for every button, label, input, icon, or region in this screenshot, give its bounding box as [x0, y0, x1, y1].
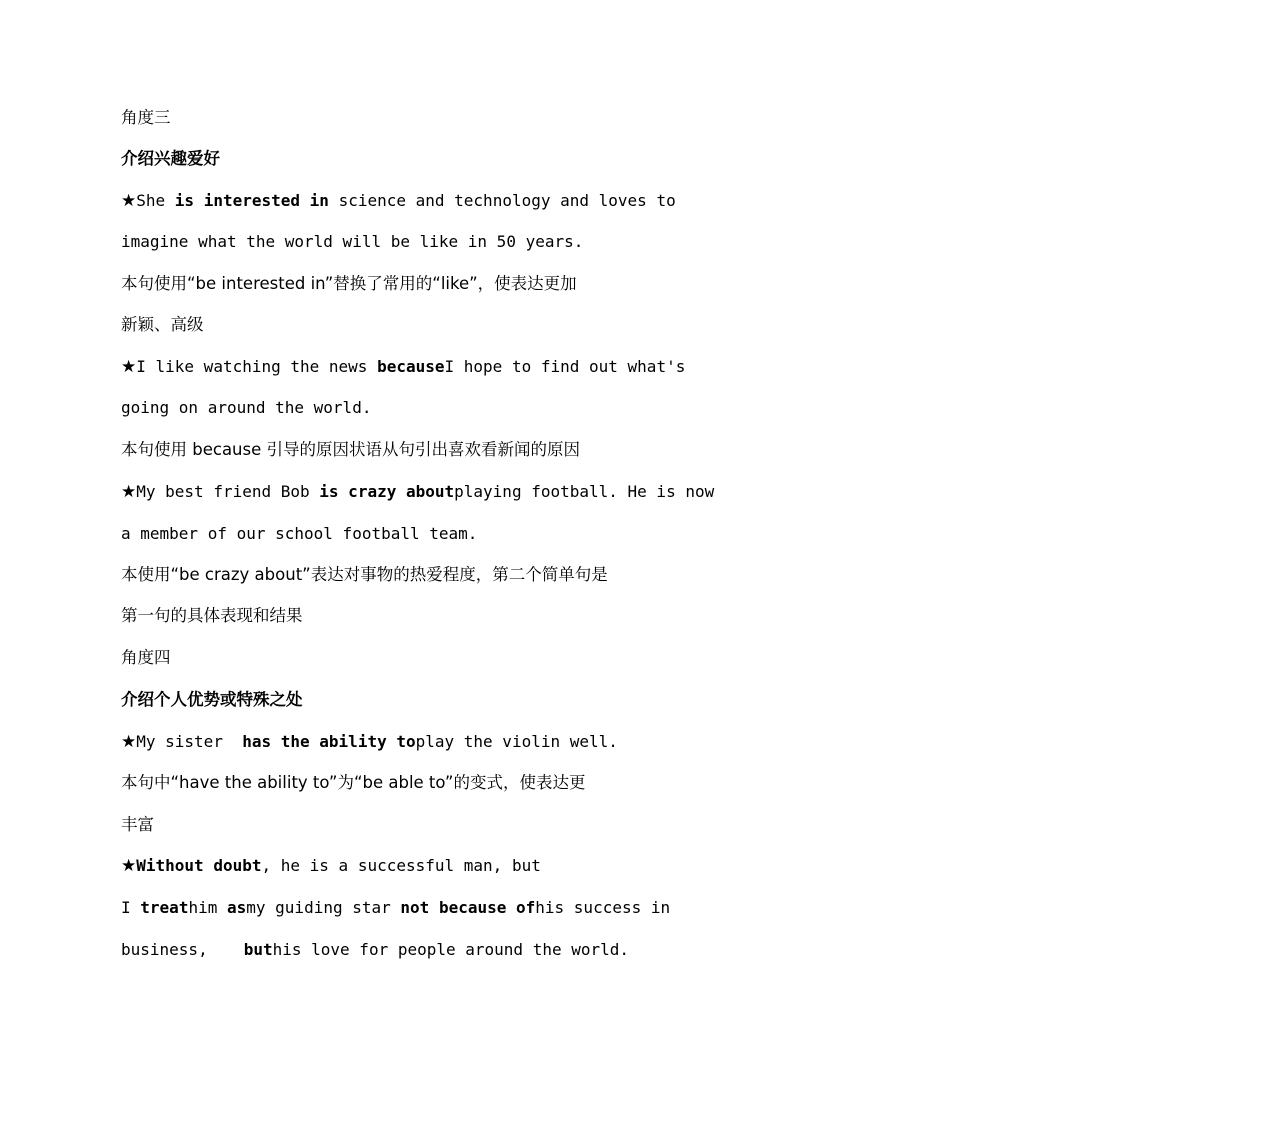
- sentence-5-line-2: [121, 894, 677, 922]
- s5-post-1: , he is a successful man, but: [261, 856, 541, 875]
- s5-l2-g: his success in: [535, 898, 671, 917]
- s5-l2-a: I: [121, 898, 131, 917]
- sentence-2-note-1: 本句使用 because 引导的原因状语从句引出喜欢看新闻的原因: [121, 440, 581, 459]
- star-icon: ★: [121, 191, 137, 211]
- angle-four-label: 角度四: [121, 648, 171, 667]
- angle-four-title: 介绍个人优势或特殊之处: [121, 690, 303, 709]
- sentence-5-line-3: [121, 936, 677, 964]
- sentence-3-note-2: 第一句的具体表现和结果: [121, 606, 303, 625]
- sentence-1-note-2: 新颖、高级: [121, 315, 204, 334]
- sentence-3-line-2: a member of our school football team.: [121, 524, 478, 543]
- s3-post: playing football. He is now: [454, 482, 715, 501]
- s5-l2-f: not because of: [400, 898, 536, 917]
- s4-post: play the violin well.: [415, 732, 618, 751]
- s3-bold: is crazy about: [319, 482, 455, 501]
- sentence-3-line-1: [121, 478, 715, 506]
- star-icon: ★: [121, 482, 137, 502]
- s4-pre: My sister: [136, 732, 223, 751]
- s5-l2-e: my guiding star: [246, 898, 391, 917]
- s5-l2-b: treat: [140, 898, 189, 917]
- s5-l3-b: but: [243, 940, 273, 959]
- sentence-1-line-1: [121, 187, 677, 215]
- s5-l2-c: him: [188, 898, 218, 917]
- sentence-5-line-1: [121, 852, 677, 880]
- angle-three-label: 角度三: [121, 108, 171, 127]
- sentence-4-line-1: [121, 728, 677, 756]
- s5-l2-d: as: [227, 898, 247, 917]
- s2-pre: I like watching the news: [136, 357, 368, 376]
- s5-l3-a: business,: [121, 940, 208, 959]
- s3-pre: My best friend Bob: [136, 482, 310, 501]
- s5-l3-c: his love for people around the world.: [272, 940, 630, 959]
- s1-post: science and technology and loves to: [338, 191, 676, 210]
- s2-post: I hope to find out what's: [444, 357, 686, 376]
- sentence-1-note-1: 本句使用“be interested in”替换了常用的“like”，使表达更加: [121, 274, 577, 293]
- sentence-3-note-1: 本使用“be crazy about”表达对事物的热爱程度，第二个简单句是: [121, 565, 608, 584]
- s1-bold: is interested in: [174, 191, 329, 210]
- sentence-4-note-1: 本句中“have the ability to”为“be able to”的变式，使表达更: [121, 773, 586, 792]
- star-icon: ★: [121, 732, 137, 752]
- star-icon: ★: [121, 856, 137, 876]
- sentence-2-line-1: [121, 353, 686, 381]
- sentence-4-note-2: 丰富: [121, 815, 154, 834]
- s4-bold: has the ability to: [242, 732, 416, 751]
- star-icon: ★: [121, 357, 137, 377]
- s1-pre: She: [136, 191, 166, 210]
- s5-bold-1: Without doubt: [136, 856, 262, 875]
- angle-three-title: 介绍兴趣爱好: [121, 149, 220, 168]
- sentence-1-line-2: imagine what the world will be like in 50 years.: [121, 232, 584, 251]
- s2-bold: because: [377, 357, 445, 376]
- sentence-2-line-2: going on around the world.: [121, 398, 372, 417]
